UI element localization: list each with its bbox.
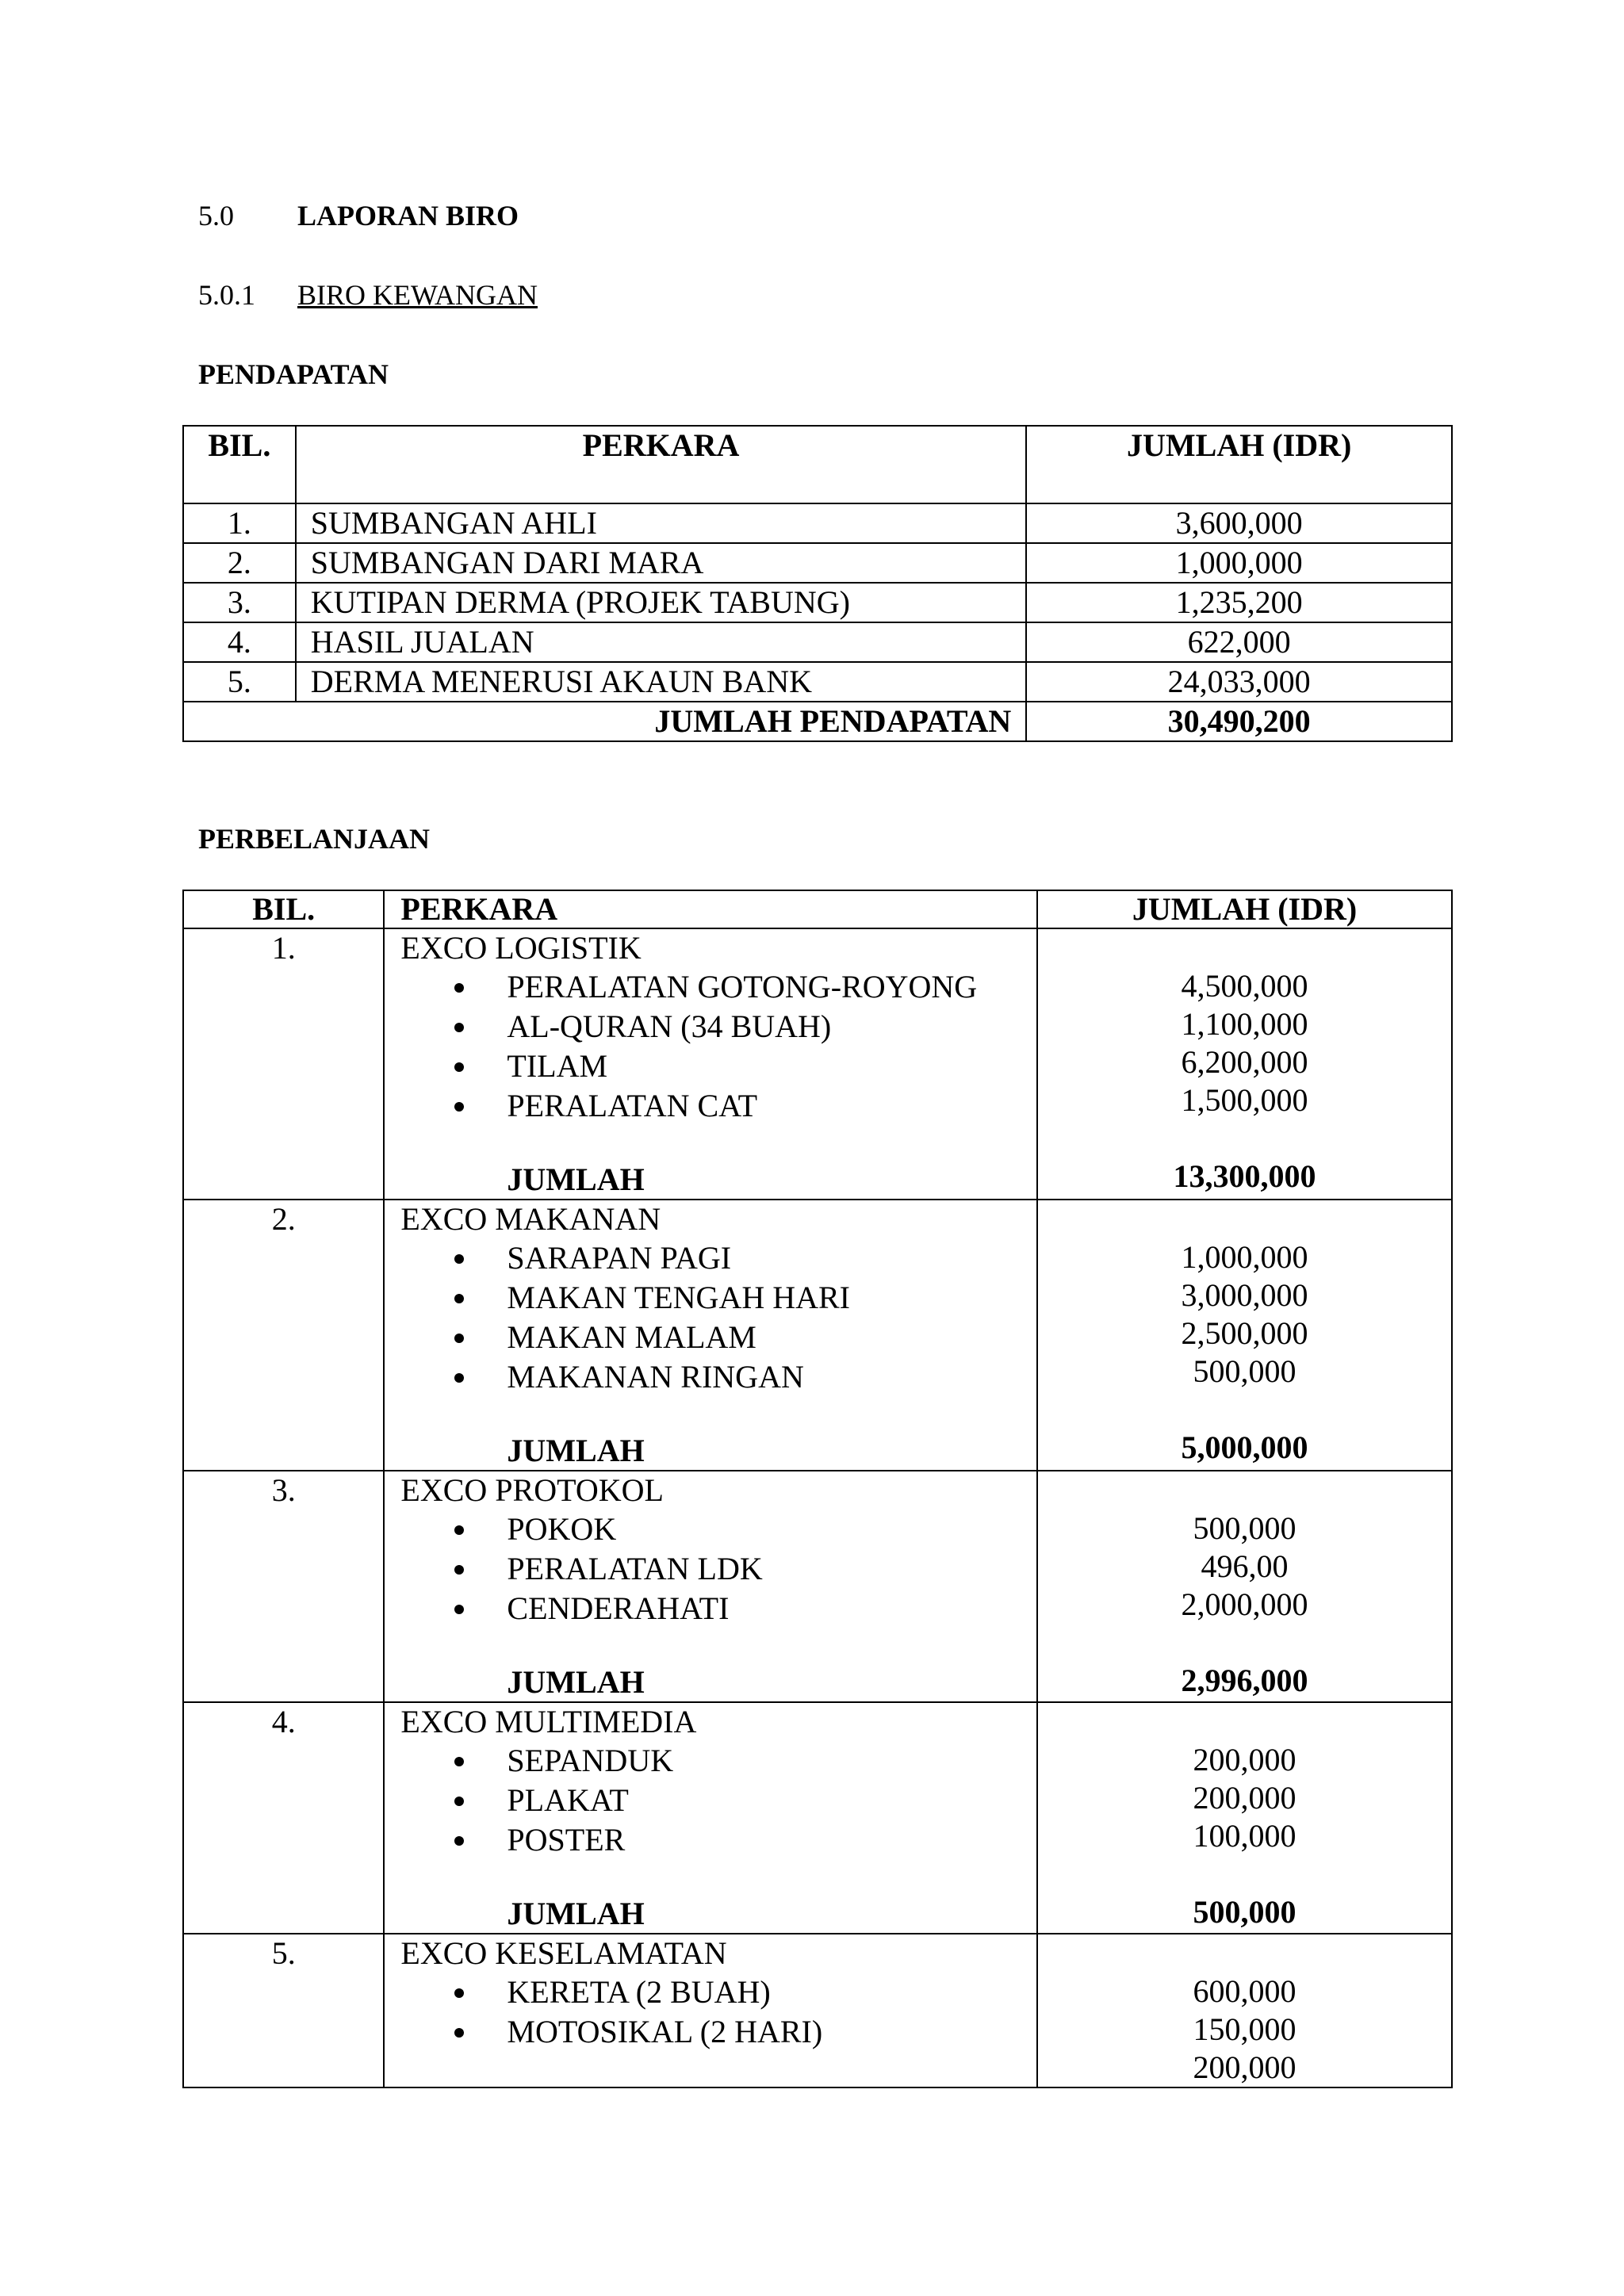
group-item-text: PERALATAN GOTONG-ROYONG	[507, 969, 978, 1004]
total-row	[183, 702, 1452, 741]
group-amounts	[1037, 1471, 1452, 1702]
group-item	[454, 1510, 1036, 1549]
section-number: 5.0	[198, 200, 234, 232]
group-item-text: SARAPAN PAGI	[507, 1240, 732, 1276]
group-amounts	[1037, 1934, 1452, 2087]
bullet-icon	[454, 2028, 464, 2038]
group-item	[454, 967, 1036, 1007]
header-jumlah: JUMLAH (IDR)	[1037, 890, 1452, 928]
row-perkara	[296, 622, 1027, 662]
group-amounts	[1037, 1702, 1452, 1934]
row-jumlah: 24,033,000	[1026, 662, 1452, 702]
group-item-list	[385, 1973, 1036, 2052]
row-perkara	[296, 503, 1027, 543]
pendapatan-heading: PENDAPATAN	[198, 358, 389, 390]
group-title: EXCO KESELAMATAN	[400, 1935, 727, 1971]
perbelanjaan-table	[182, 890, 1453, 2088]
row-perkara-text: SUMBANGAN DARI MARA	[310, 545, 704, 580]
group-item-list	[385, 1741, 1036, 1860]
group-bil: 1.	[183, 928, 384, 1200]
header-jumlah: JUMLAH (IDR)	[1026, 426, 1452, 503]
amount-value: 200,000	[1193, 1742, 1297, 1777]
group-item-text: PERALATAN LDK	[507, 1551, 763, 1586]
amount-list	[1038, 1471, 1451, 1624]
expense-group-row	[183, 1702, 1452, 1934]
group-item-text: PLAKAT	[507, 1782, 629, 1818]
group-item-text: SEPANDUK	[507, 1743, 674, 1778]
table-row	[183, 622, 1452, 662]
header-perkara: PERKARA	[384, 890, 1037, 928]
amount-value: 1,500,000	[1181, 1082, 1308, 1118]
group-item	[454, 1589, 1036, 1628]
group-item-text: POKOK	[507, 1511, 617, 1547]
group-title: EXCO MULTIMEDIA	[400, 1704, 697, 1739]
group-item	[454, 1357, 1036, 1397]
amount-value: 3,000,000	[1181, 1277, 1308, 1313]
bullet-icon	[454, 1062, 464, 1072]
amount-value: 2,500,000	[1181, 1315, 1308, 1351]
amount-value: 600,000	[1193, 1973, 1297, 2009]
row-perkara	[296, 543, 1027, 583]
group-item-list	[385, 1510, 1036, 1628]
group-perkara	[384, 928, 1037, 1200]
group-bil: 2.	[183, 1200, 384, 1471]
group-title: EXCO MAKANAN	[400, 1201, 661, 1237]
bullet-icon	[454, 1102, 464, 1112]
row-jumlah: 622,000	[1026, 622, 1452, 662]
amount-value: 496,00	[1201, 1548, 1289, 1584]
expense-group-row	[183, 1934, 1452, 2087]
bullet-icon	[454, 1023, 464, 1032]
amount-list	[1038, 1200, 1451, 1391]
group-item	[454, 2012, 1036, 2052]
group-item-text: PERALATAN CAT	[507, 1088, 758, 1123]
row-perkara-text: KUTIPAN DERMA (PROJEK TABUNG)	[310, 584, 850, 620]
amount-value: 100,000	[1193, 1818, 1297, 1854]
row-perkara	[296, 662, 1027, 702]
group-perkara	[384, 1200, 1037, 1471]
group-item-text: TILAM	[507, 1048, 608, 1084]
group-perkara	[384, 1702, 1037, 1934]
amount-value: 200,000	[1193, 2049, 1297, 2085]
group-item-text: AL-QURAN (34 BUAH)	[507, 1008, 832, 1044]
expense-group-row	[183, 1200, 1452, 1471]
row-bil: 5.	[183, 662, 296, 702]
amount-value: 500,000	[1193, 1353, 1297, 1389]
amount-value: 1,100,000	[1181, 1006, 1308, 1042]
subsection-number: 5.0.1	[198, 279, 255, 311]
header-bil: BIL.	[183, 890, 384, 928]
group-item	[454, 1741, 1036, 1781]
group-item-text: CENDERAHATI	[507, 1590, 730, 1626]
row-jumlah: 3,600,000	[1026, 503, 1452, 543]
group-item	[454, 1047, 1036, 1086]
group-item-text: POSTER	[507, 1822, 626, 1858]
amount-value: 1,000,000	[1181, 1239, 1308, 1275]
bullet-icon	[454, 1988, 464, 1998]
bullet-icon	[454, 983, 464, 993]
group-total: 2,996,000	[1181, 1663, 1308, 1698]
amount-list	[1038, 1703, 1451, 1855]
row-perkara-text: SUMBANGAN AHLI	[310, 505, 597, 541]
group-jumlah-label: JUMLAH	[507, 1664, 645, 1700]
row-bil: 4.	[183, 622, 296, 662]
row-jumlah: 1,000,000	[1026, 543, 1452, 583]
pendapatan-header-row	[183, 426, 1452, 503]
bullet-icon	[454, 1254, 464, 1264]
subsection-title: BIRO KEWANGAN	[297, 279, 538, 311]
group-perkara	[384, 1471, 1037, 1702]
total-label: JUMLAH PENDAPATAN	[183, 702, 1026, 741]
group-item-list	[385, 1238, 1036, 1397]
group-amounts	[1037, 928, 1452, 1200]
group-item-text: MAKAN TENGAH HARI	[507, 1280, 850, 1315]
group-item	[454, 1973, 1036, 2012]
group-item-text: MAKAN MALAM	[507, 1319, 756, 1355]
bullet-icon	[454, 1757, 464, 1766]
table-row	[183, 662, 1452, 702]
amount-value: 2,000,000	[1181, 1586, 1308, 1622]
amount-list	[1038, 929, 1451, 1119]
group-item	[454, 1820, 1036, 1860]
group-item	[454, 1086, 1036, 1126]
group-jumlah-label: JUMLAH	[507, 1896, 645, 1931]
group-amounts	[1037, 1200, 1452, 1471]
section-title: LAPORAN BIRO	[297, 200, 519, 232]
header-perkara: PERKARA	[296, 426, 1027, 503]
bullet-icon	[454, 1294, 464, 1303]
group-bil: 3.	[183, 1471, 384, 1702]
amount-value: 4,500,000	[1181, 968, 1308, 1004]
row-bil: 2.	[183, 543, 296, 583]
group-title: EXCO LOGISTIK	[400, 930, 642, 966]
group-item-text: KERETA (2 BUAH)	[507, 1974, 771, 2010]
table-row	[183, 543, 1452, 583]
bullet-icon	[454, 1525, 464, 1535]
subsection-heading	[198, 277, 538, 312]
row-perkara	[296, 583, 1027, 622]
group-item-text: MOTOSIKAL (2 HARI)	[507, 2014, 823, 2049]
group-item-text: MAKANAN RINGAN	[507, 1359, 804, 1395]
group-item	[454, 1549, 1036, 1589]
group-item-list	[385, 967, 1036, 1126]
amount-value: 500,000	[1193, 1510, 1297, 1546]
group-total: 500,000	[1193, 1894, 1297, 1930]
row-perkara-text: HASIL JUALAN	[310, 624, 534, 660]
bullet-icon	[454, 1373, 464, 1383]
group-total: 5,000,000	[1181, 1429, 1308, 1465]
group-item	[454, 1781, 1036, 1820]
bullet-icon	[454, 1565, 464, 1575]
row-jumlah: 1,235,200	[1026, 583, 1452, 622]
amount-value: 6,200,000	[1181, 1044, 1308, 1080]
row-bil: 1.	[183, 503, 296, 543]
row-bil: 3.	[183, 583, 296, 622]
header-bil: BIL.	[183, 426, 296, 503]
bullet-icon	[454, 1836, 464, 1846]
group-title: EXCO PROTOKOL	[400, 1472, 664, 1508]
table-row	[183, 503, 1452, 543]
group-item	[454, 1238, 1036, 1278]
bullet-icon	[454, 1334, 464, 1343]
section-heading	[198, 198, 519, 233]
group-total: 13,300,000	[1173, 1158, 1316, 1194]
amount-value: 150,000	[1193, 2011, 1297, 2047]
table-row	[183, 583, 1452, 622]
amount-value: 200,000	[1193, 1780, 1297, 1816]
group-jumlah-label: JUMLAH	[507, 1161, 645, 1197]
total-value: 30,490,200	[1026, 702, 1452, 741]
bullet-icon	[454, 1797, 464, 1806]
bullet-icon	[454, 1605, 464, 1614]
group-item	[454, 1318, 1036, 1357]
perbelanjaan-heading: PERBELANJAAN	[198, 823, 431, 855]
group-bil: 4.	[183, 1702, 384, 1934]
amount-list	[1038, 1934, 1451, 2087]
perbelanjaan-header-row	[183, 890, 1452, 928]
group-bil: 5.	[183, 1934, 384, 2087]
row-perkara-text: DERMA MENERUSI AKAUN BANK	[310, 664, 813, 699]
expense-group-row	[183, 928, 1452, 1200]
group-item	[454, 1007, 1036, 1047]
expense-group-row	[183, 1471, 1452, 1702]
group-item	[454, 1278, 1036, 1318]
pendapatan-table	[182, 425, 1453, 742]
group-jumlah-label: JUMLAH	[507, 1433, 645, 1468]
group-perkara	[384, 1934, 1037, 2087]
